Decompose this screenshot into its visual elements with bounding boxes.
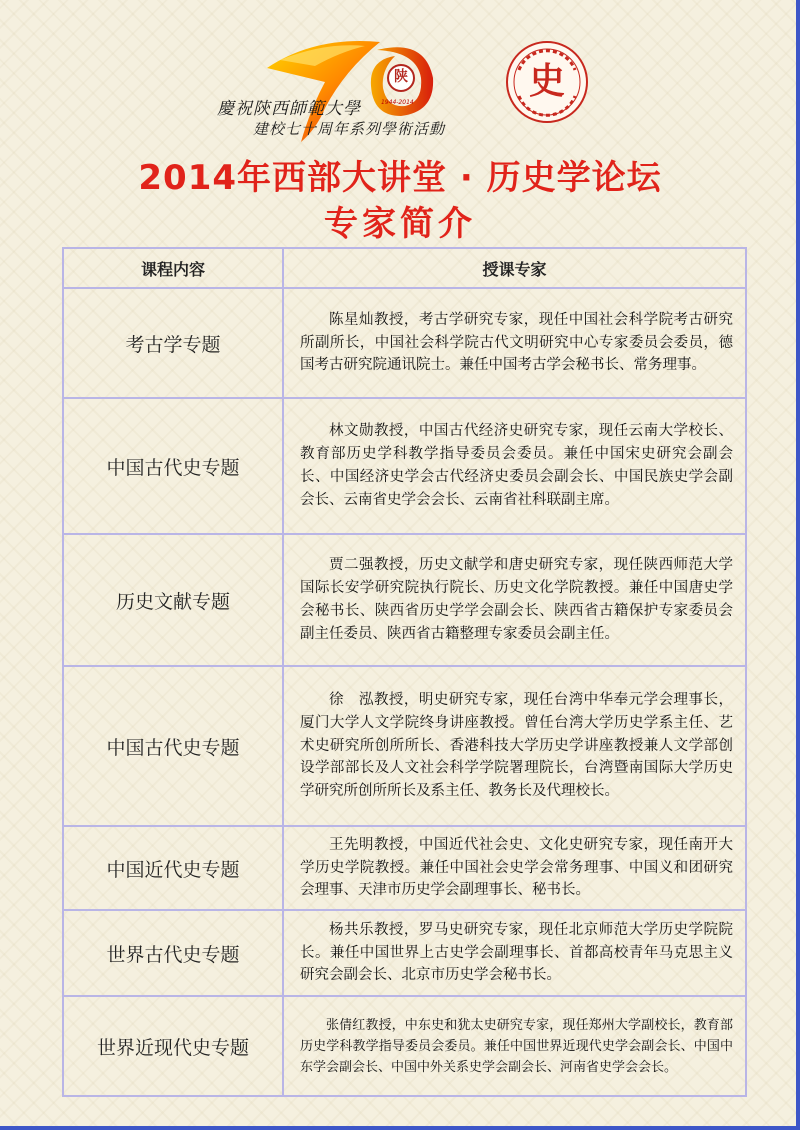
school-badge: 陕 [394,69,408,85]
header-expert: 授课专家 [283,248,746,288]
seal-glyph: 史 [528,61,565,102]
years-range: 1944-2014 [381,99,414,106]
page-border-bottom [0,1126,800,1130]
table-row [63,910,746,996]
expert-description: 杨共乐教授，罗马史研究专家，现任北京师范大学历史学院院长。兼任中国世界上古史学会副理事长、首都高校青年马克思主义研究会副会长、北京市历史学会秘书长。 [283,910,746,996]
table-header-row [63,248,746,288]
table-row [63,996,746,1096]
header-course: 课程内容 [63,248,283,288]
table-row [63,666,746,826]
table-row [63,826,746,910]
table-row [63,534,746,666]
page-title: 2014年西部大讲堂 · 历史学论坛 [138,158,662,198]
expert-description: 陈星灿教授，考古学研究专家，现任中国社会科学院考古研究所副所长，中国社会科学院古代文明研究中心专家委员会委员，德国考古研究院通讯院士。兼任中国考古学会秘书长、常务理事。 [283,288,746,398]
expert-description: 张倩红教授，中东史和犹太史研究专家，现任郑州大学副校长，教育部历史学科教学指导委员会委员。兼任中国世界近现代史学会副会长、中国中东学会副会长、中国中外关系史学会副会长、河南省史学会会长。 [283,996,746,1096]
course-name: 世界古代史专题 [63,910,283,996]
anniversary-logo [205,30,505,150]
expert-description: 贾二强教授，历史文献学和唐史研究专家，现任陕西师范大学国际长安学研究院执行院长、历史文化学院教授。兼任中国唐史学会秘书长、陕西省历史学学会副会长、陕西省古籍保护专家委员会副主任委员、陕西省古籍整理专家委员会副主任。 [283,534,746,666]
table-row [63,398,746,534]
anniversary-line-1: 慶祝陝西師範大學 [217,99,361,119]
expert-description: 徐 泓教授，明史研究专家，现任台湾中华奉元学会理事长，厦门大学人文学院终身讲座教授。曾任台湾大学历史学系主任、艺术史研究所创所所长、香港科技大学历史学讲座教授兼人文学部创设学部部长及人文社会科学学院署理院长，台湾暨南国际大学历史学研究所创所所长及系主任、教务长及代理校长。 [283,666,746,826]
experts-table [62,247,747,1097]
course-name: 中国近代史专题 [63,826,283,910]
course-name: 考古学专题 [63,288,283,398]
table-row [63,288,746,398]
anniversary-line-2: 建校七十周年系列學術活動 [253,120,446,138]
page-border-right [796,0,800,1130]
course-name: 历史文献专题 [63,534,283,666]
expert-description: 王先明教授，中国近代社会史、文化史研究专家，现任南开大学历史学院教授。兼任中国社会史学会常务理事、中国义和团研究会理事、天津市历史学会副理事长、秘书长。 [283,826,746,910]
course-name: 世界近现代史专题 [63,996,283,1096]
expert-description: 林文勋教授，中国古代经济史研究专家，现任云南大学校长、教育部历史学科教学指导委员会委员。兼任中国宋史研究会副会长、中国经济史学会古代经济史委员会副会长、中国民族史学会副会长、云南省史学会会长、云南省社科联副主席。 [283,398,746,534]
course-name: 中国古代史专题 [63,666,283,826]
course-name: 中国古代史专题 [63,398,283,534]
history-seal [505,40,589,124]
page-subtitle: 专家简介 [324,204,476,244]
